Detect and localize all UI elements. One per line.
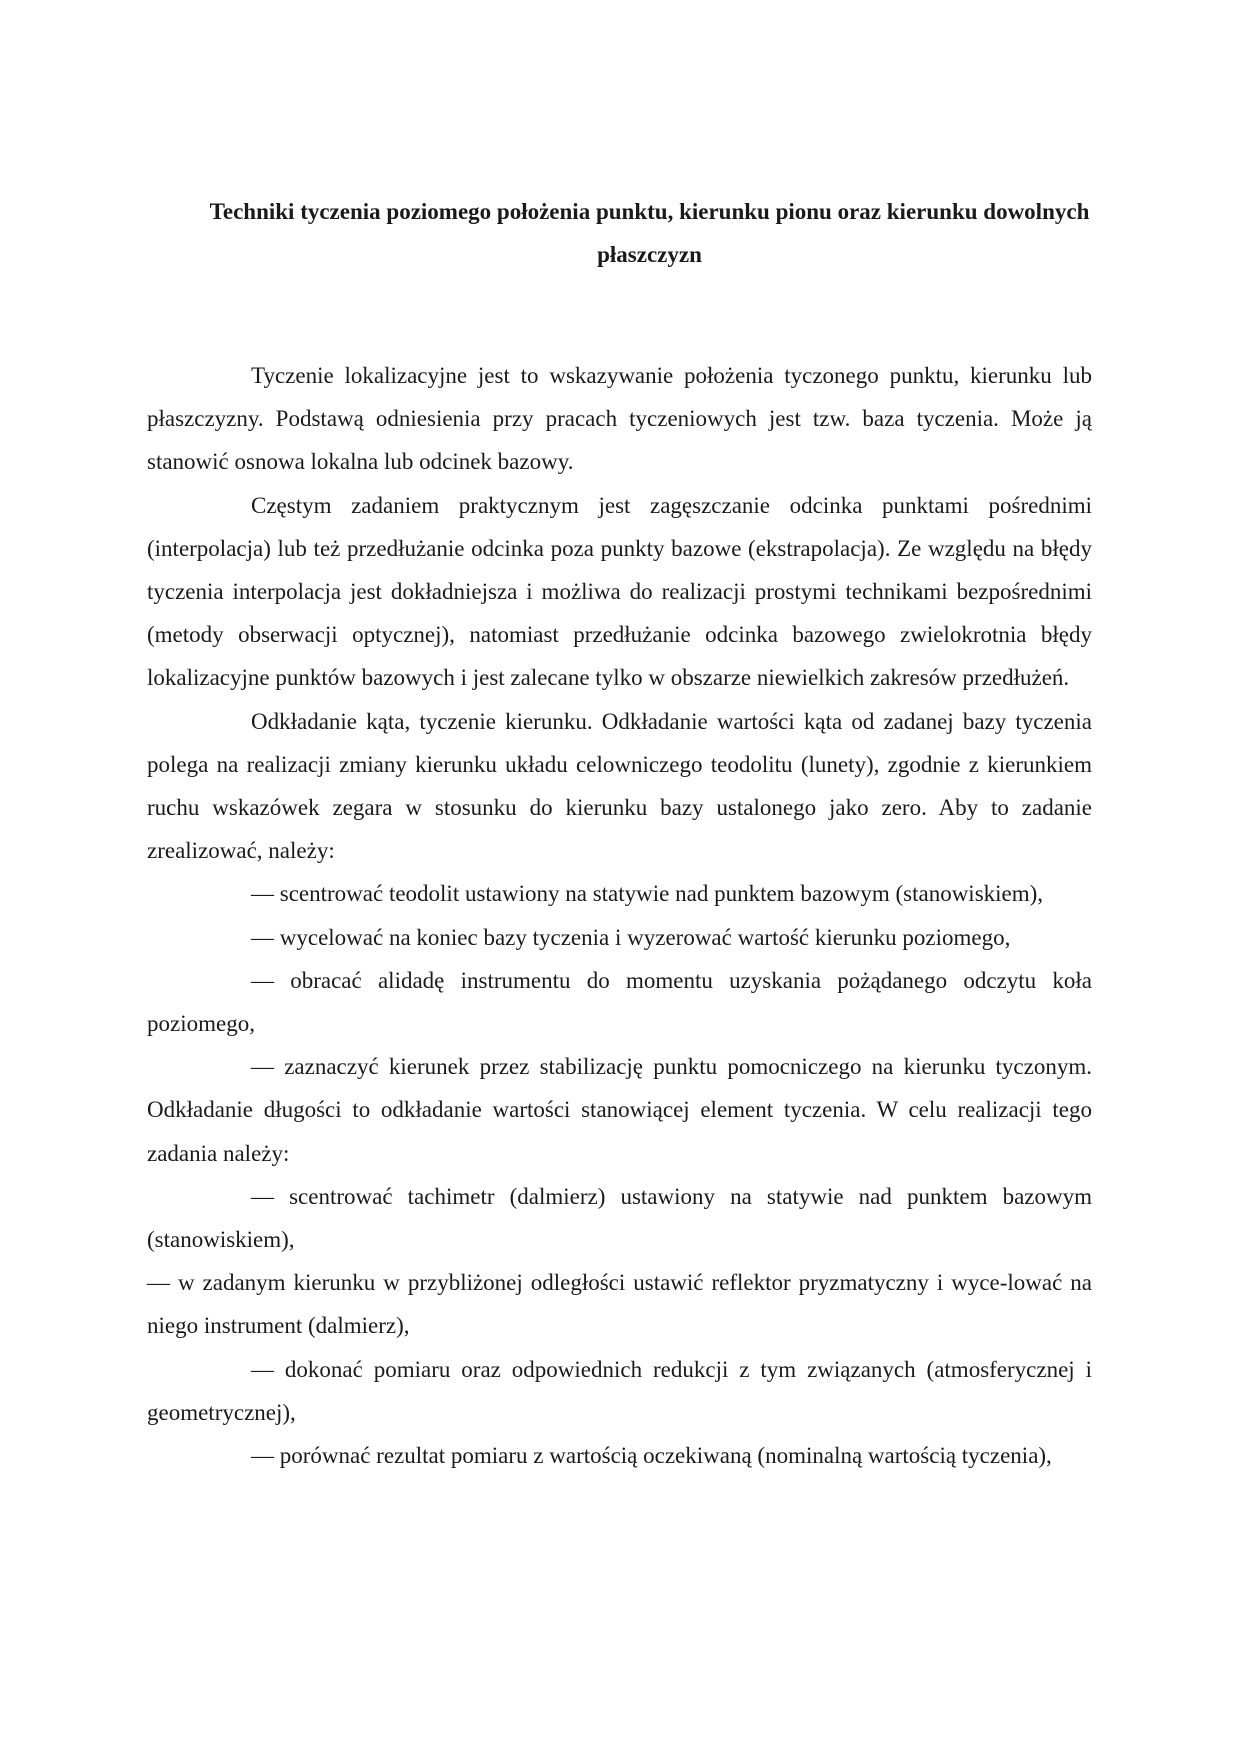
paragraph: Tyczenie lokalizacyjne jest to wskazywanie położenia tyczonego punktu, kierunku lub płaszczyzny. Podstawą odniesienia przy pracach tyczeniowych jest tzw. baza tyczenia. Może ją stanowić osnowa lokalna lub odcinek bazowy. bbox=[147, 363, 1092, 475]
list-item: — scentrować tachimetr (dalmierz) ustawiony na statywie nad punktem bazowym (stanowiskiem), bbox=[147, 1183, 1092, 1253]
list-item: — scentrować teodolit ustawiony na statywie nad punktem bazowym (stanowiskiem), bbox=[251, 881, 1044, 907]
document-page bbox=[147, 0, 1092, 1477]
list-item: — porównać rezultat pomiaru z wartością oczekiwaną (nominalną wartością tyczenia), bbox=[251, 1443, 1052, 1469]
paragraph: Odkładanie kąta, tyczenie kierunku. Odkładanie wartości kąta od zadanej bazy tyczenia polega na realizacji zmiany kierunku układu celowniczego teodolitu (lunety), zgodnie z kierunkiem ruchu wskazówek zegara w stosunku do kierunku bazy ustalonego jako zero. Aby to zadanie zrealizować, należy: bbox=[147, 708, 1092, 864]
list-item: — w zadanym kierunku w przybliżonej odległości ustawić reflektor pryzmatyczny i wyce-lować na niego instrument (dalmierz), bbox=[147, 1270, 1092, 1339]
paragraph: Częstym zadaniem praktycznym jest zagęszczanie odcinka punktami pośrednimi (interpolacja) lub też przedłużanie odcinka poza punkty bazowe (ekstrapolacja). Ze względu na błędy tyczenia interpolacja jest dokładniejsza i możliwa do realizacji prostymi technikami bezpośrednimi (metody obserwacji optycznej), natomiast przedłużanie odcinka bazowego zwielokrotnia błędy lokalizacyjne punktów bazowych i jest zalecane tylko w obszarze niewielkich zakresów przedłużeń. bbox=[147, 492, 1092, 691]
list-item: — zaznaczyć kierunek przez stabilizację punktu pomocniczego na kierunku tyczonym. Odkładanie długości to odkładanie wartości stanowiącej element tyczenia. W celu realizacji tego zadania należy: bbox=[147, 1054, 1092, 1166]
list-item: — obracać alidadę instrumentu do momentu uzyskania pożądanego odczytu koła poziomego, bbox=[147, 967, 1092, 1037]
document-title: Techniki tyczenia poziomego położenia punktu, kierunku pionu oraz kierunku dowolnych płaszczyzn bbox=[209, 199, 1090, 267]
list-item: — dokonać pomiaru oraz odpowiednich redukcji z tym związanych (atmosferycznej i geometrycznej), bbox=[147, 1356, 1092, 1425]
list-item: — wycelować na koniec bazy tyczenia i wyzerować wartość kierunku poziomego, bbox=[251, 924, 1011, 950]
document-body bbox=[147, 354, 1092, 1477]
